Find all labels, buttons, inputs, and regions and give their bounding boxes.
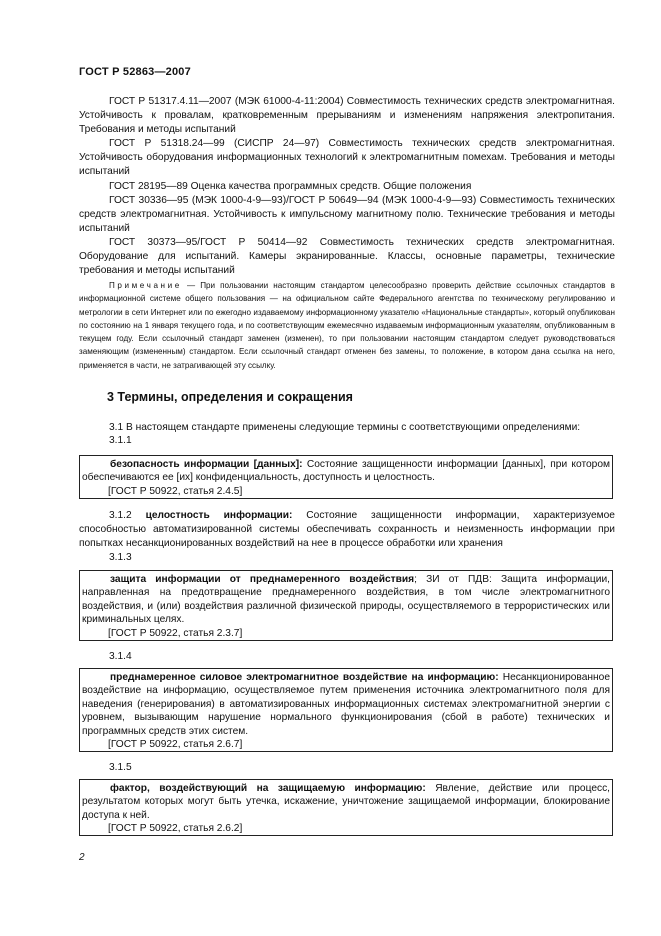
- note-text: — При пользовании настоящим стандартом целесообразно проверить действие ссылочных стандартов в информационной системе общего пользования — на официальном сайте Федерального агентства по техническому регулированию и метрологии в сети Интернет или по ежегодно издаваемому информационному указателю «Национальные стандарты», который опубликован по состоянию на 1 января текущего года, и по соответствующим ежемесячно издаваемым информационным указателям, опубликованным в текущем году. Если ссылочный стандарт заменен (изменен), то при пользовании настоящим стандартом следует руководствоваться заменяющим (измененным) стандартом. Если ссылочный стандарт отменен без замены, то положение, в котором дана ссылка на него, применяется в части, не затрагивающей эту ссылку.: [79, 281, 615, 370]
- term-box-5: [79, 779, 613, 836]
- term-name: безопасность информации [данных]:: [110, 459, 303, 470]
- term-name: преднамеренное силовое электромагнитное воздействие на информацию:: [110, 672, 499, 683]
- term-paragraph-2: [79, 509, 615, 551]
- note-lead: Примечание: [109, 281, 182, 290]
- term-source: [ГОСТ Р 50922, статья 2.6.2]: [108, 823, 243, 835]
- intro-paragraph: 3.1 В настоящем стандарте применены следующие термины с соответствующими определениями:: [109, 422, 581, 433]
- term-number: 3.1.4: [109, 651, 132, 662]
- term-definition: Явление, действие или процесс, результатом которых могут быть утечка, искажение, уничтожение защищаемой информации, блокирование доступа к ней.: [82, 783, 611, 821]
- document-header: ГОСТ Р 52863—2007: [79, 66, 191, 78]
- term-box-4: [79, 668, 613, 752]
- term-source: [ГОСТ Р 50922, статья 2.4.5]: [108, 485, 243, 497]
- term-definition: ; ЗИ от ПДВ: Защита информации, направленная на предотвращение преднамеренного воздействия, в том числе электромагнитного воздействия, и (или) воздействия различной физической природы, осуществляемого в террористических или криминальных целях.: [82, 574, 610, 626]
- term-definition: Несанкционированное воздействие на информацию, осуществляемое путем применения источника электромагнитного поля для наведения (генерирования) в автоматизированных информационных системах электромагнитной энергии с уровнем, вызывающим нарушение нормального функционирования (сбой в работе) технических и программных средств этих систем.: [82, 672, 610, 737]
- term-box-3: [79, 570, 613, 641]
- term-source: [ГОСТ Р 50922, статья 2.6.7]: [108, 739, 243, 751]
- term-name: защита информации от преднамеренного воздействия: [110, 574, 415, 585]
- term-name: целостность информации:: [145, 510, 293, 521]
- note: [79, 279, 615, 372]
- term-number: 3.1.2: [109, 510, 132, 521]
- term-name: фактор, воздействующий на защищаемую информацию:: [110, 783, 426, 794]
- term-number: 3.1.5: [109, 762, 132, 773]
- term-definition: Состояние защищенности информации, характеризуемое способностью автоматизированной системы обеспечивать сохранность и неизменность информации при попытках несанкционированных воздействий на нее в процессе обработки или хранения: [79, 510, 615, 550]
- normative-references: [79, 95, 615, 278]
- term-number: 3.1.3: [109, 552, 132, 563]
- term-number: 3.1.1: [109, 435, 132, 446]
- page-number: 2: [79, 852, 85, 863]
- term-source: [ГОСТ Р 50922, статья 2.3.7]: [108, 627, 243, 639]
- reference-item: ГОСТ 28195—89 Оценка качества программных средств. Общие положения: [109, 180, 472, 192]
- term-definition: Состояние защищенности информации [данных], при котором обеспечиваются ее [их] конфиденциальность, доступность и целостность.: [82, 459, 610, 484]
- reference-item: ГОСТ Р 51318.24—99 (СИСПР 24—97) Совместимость технических средств электромагнитная. Устойчивость оборудования информационных технологий к электромагнитным помехам. Требования и методы испытаний: [79, 138, 615, 178]
- reference-item: ГОСТ 30336—95 (МЭК 1000-4-9—93)/ГОСТ Р 50649—94 (МЭК 1000-4-9—93) Совместимость технических средств электромагнитная. Устойчивость к импульсному магнитному полю. Технические требования и методы испытаний: [79, 194, 615, 234]
- reference-item: ГОСТ Р 51317.4.11—2007 (МЭК 61000-4-11:2004) Совместимость технических средств электромагнитная. Устойчивость к провалам, кратковременным прерываниям и изменениям напряжения электропитания. Требования и методы испытаний: [79, 96, 615, 136]
- section-title: 3 Термины, определения и сокращения: [107, 390, 353, 404]
- reference-item: ГОСТ 30373—95/ГОСТ Р 50414—92 Совместимость технических средств электромагнитная. Оборудование для испытаний. Камеры экранированные. Классы, основные параметры, технические требования и методы испытаний: [79, 236, 615, 277]
- term-box-1: [79, 455, 613, 499]
